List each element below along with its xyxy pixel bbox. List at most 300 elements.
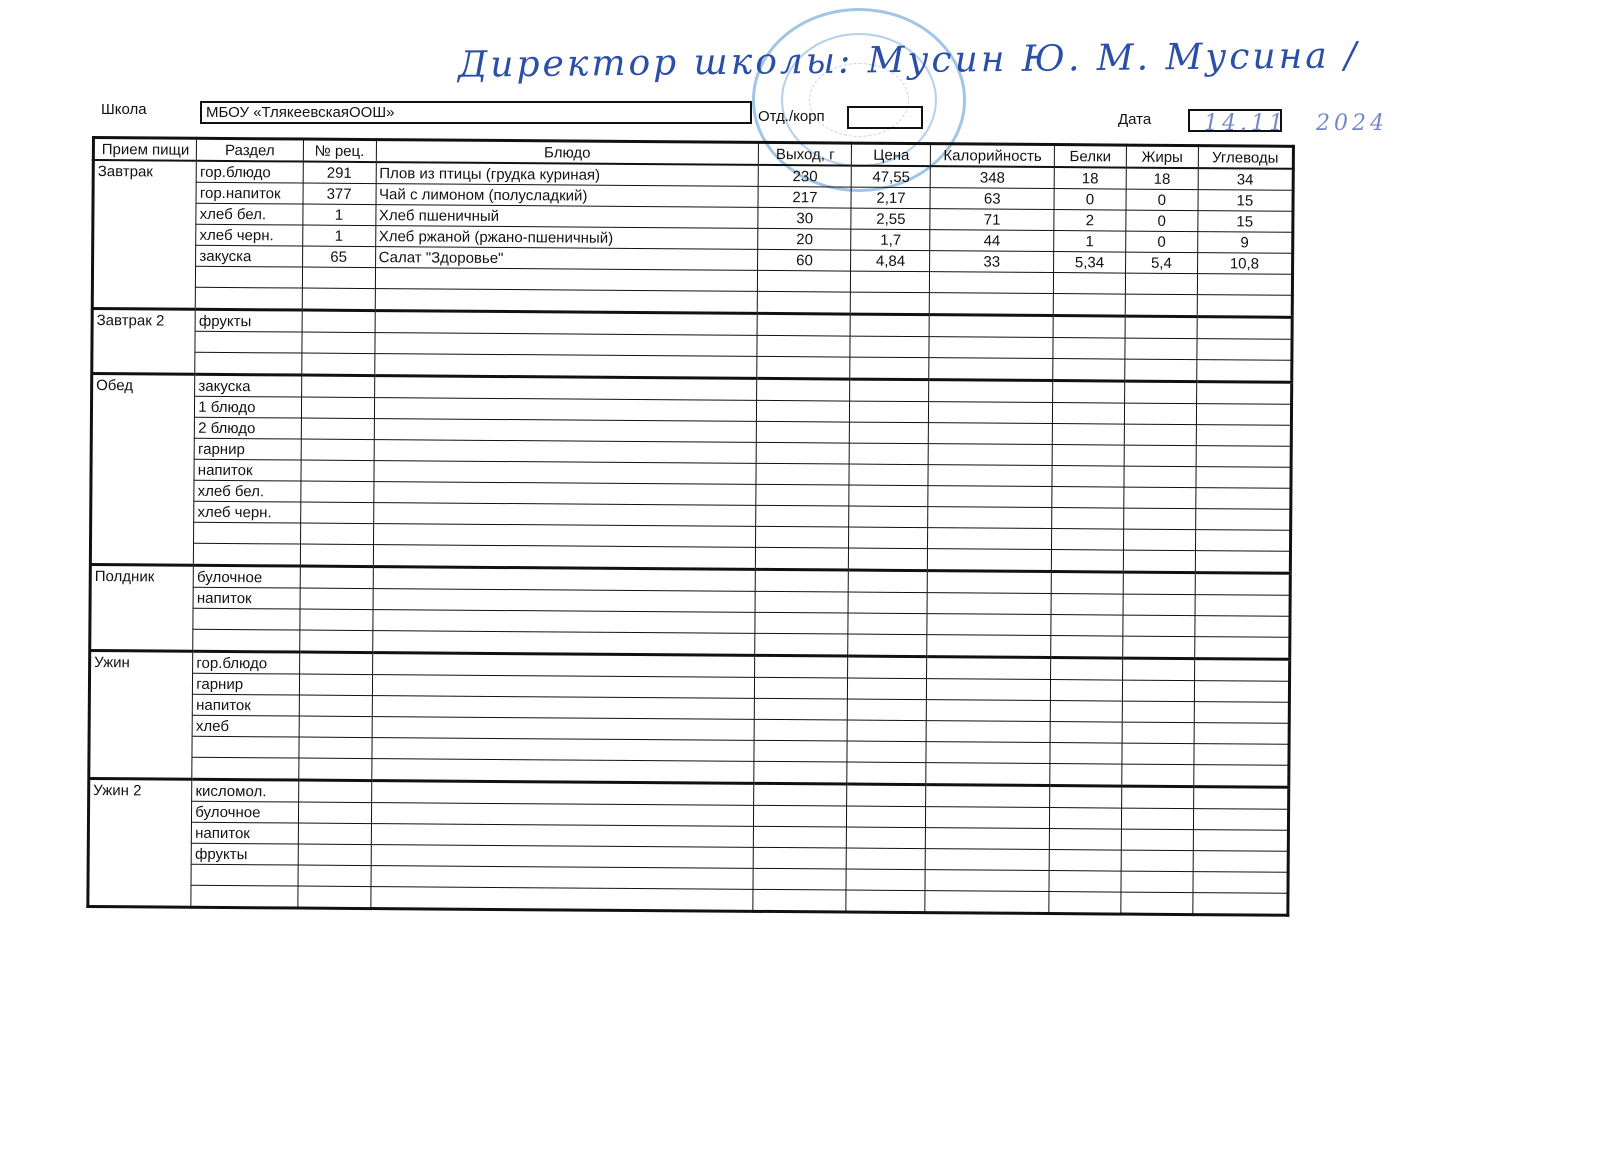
col-header-yield: Выход, г [759,142,852,165]
calories-cell [927,721,1051,743]
recipe-cell [298,802,371,824]
carbs-cell [1194,744,1289,766]
yield-cell: 60 [758,249,851,271]
yield-cell: 30 [758,207,851,229]
yield-cell [757,400,850,422]
carbs-cell: 15 [1198,190,1293,212]
recipe-cell [299,652,372,675]
recipe-cell [300,502,373,524]
dish-cell [371,866,754,890]
recipe-cell [301,460,374,482]
dish-cell [373,589,756,613]
protein-cell: 0 [1054,189,1126,211]
dish-cell: Чай с лимоном (полусладкий) [376,184,759,208]
fat-cell [1124,508,1196,530]
section-cell: напиток [192,822,298,844]
col-header-recipe: № рец. [303,139,376,162]
carbs-cell: 34 [1198,168,1293,190]
section-cell: закуска [195,374,301,397]
fat-cell [1122,722,1194,744]
section-cell [194,543,300,566]
dish-cell [374,398,757,422]
section-cell: хлеб бел. [196,203,302,225]
carbs-cell [1193,787,1288,810]
calories-cell: 71 [930,209,1054,231]
fat-cell [1125,338,1197,360]
fat-cell [1125,359,1197,382]
section-cell: фрукты [195,309,301,332]
dish-cell [374,376,757,401]
fat-cell [1121,892,1193,915]
yield-cell [756,442,849,464]
recipe-cell [297,886,370,909]
protein-cell [1050,680,1122,702]
yield-cell [758,291,851,314]
protein-cell [1050,764,1122,787]
section-cell: напиток [194,459,300,481]
recipe-cell [298,844,371,866]
protein-cell [1051,529,1123,551]
protein-cell [1049,892,1121,915]
fat-cell [1124,424,1196,446]
calories-cell [925,870,1049,892]
fat-cell: 0 [1126,231,1198,253]
dish-cell [374,354,757,379]
yield-cell [757,335,850,357]
recipe-cell [299,674,372,696]
price-cell [848,656,927,679]
calories-cell [929,337,1053,359]
yield-cell [757,421,850,443]
fat-cell [1123,550,1195,573]
section-cell: булочное [193,565,299,588]
yield-cell [756,526,849,548]
recipe-cell [302,267,375,289]
section-cell [196,287,302,310]
fat-cell [1121,871,1193,893]
protein-cell [1051,572,1123,595]
calories-cell [929,380,1053,403]
yield-cell [756,484,849,506]
price-cell [849,485,928,507]
protein-cell [1052,466,1124,488]
price-cell [847,762,926,785]
dish-cell [374,333,757,357]
meal-name-cell: Ужин [89,650,193,779]
fat-cell: 18 [1126,168,1198,190]
dish-cell: Хлеб ржаной (ржано-пшеничный) [375,226,758,250]
carbs-cell [1195,530,1290,552]
school-label: Школа [101,101,147,118]
protein-cell: 5,34 [1053,252,1125,274]
carbs-cell [1196,446,1291,468]
price-cell [849,548,928,571]
dish-cell [373,524,756,548]
carbs-cell [1197,274,1292,296]
recipe-cell [299,630,372,653]
dish-cell [374,419,757,443]
yield-cell [756,463,849,485]
fat-cell [1122,658,1194,681]
yield-cell [754,719,847,741]
protein-cell: 2 [1054,210,1126,232]
fat-cell [1124,487,1196,509]
section-cell: хлеб черн. [196,224,302,246]
calories-cell [929,444,1053,466]
section-cell: гарнир [193,673,299,695]
protein-cell [1052,487,1124,509]
protein-cell [1053,381,1125,404]
section-cell: фрукты [191,843,297,865]
protein-cell [1050,786,1122,809]
calories-cell [929,423,1053,445]
carbs-cell [1197,295,1292,318]
calories-cell [928,571,1052,594]
recipe-cell [299,737,372,759]
protein-cell [1052,403,1124,425]
price-cell: 4,84 [851,250,930,272]
price-cell [849,570,928,593]
fat-cell [1124,466,1196,488]
calories-cell [926,785,1050,808]
dish-cell [373,482,756,506]
yield-cell: 217 [758,186,851,208]
calories-cell [927,679,1051,701]
fat-cell [1125,316,1197,339]
carbs-cell [1197,317,1292,340]
dish-cell [372,717,755,741]
dish-cell [371,759,754,784]
yield-cell [755,655,848,678]
recipe-cell [299,609,372,631]
calories-cell [928,549,1052,572]
recipe-cell [302,288,375,311]
calories-cell [929,358,1053,381]
section-cell [192,757,298,780]
section-cell: хлеб черн. [194,501,300,523]
yield-cell [757,378,850,401]
recipe-cell [298,865,371,887]
protein-cell [1053,359,1125,382]
yield-cell [758,270,851,292]
price-cell [848,678,927,700]
meal-name-cell: Завтрак [92,160,196,309]
price-cell: 47,55 [852,166,931,188]
protein-cell [1053,294,1125,317]
recipe-cell: 1 [302,225,375,247]
yield-cell [753,847,846,869]
dish-cell: Хлеб пшеничный [375,205,758,229]
recipe-cell [302,332,375,354]
fat-cell [1122,701,1194,723]
recipe-cell [300,588,373,610]
price-cell [847,827,926,849]
yield-cell [754,740,847,762]
director-signature: Директор школы: Мусин Ю. М. Мусина / [457,35,1360,86]
recipe-cell [300,544,373,567]
date-value: 14.11 [1204,111,1287,136]
yield-cell [754,826,847,848]
price-cell [848,699,927,721]
carbs-cell [1194,723,1289,745]
dish-cell [372,653,755,678]
carbs-cell [1196,467,1291,489]
dish-cell [372,675,755,699]
price-cell [851,314,930,337]
price-cell [849,506,928,528]
protein-cell [1051,615,1123,637]
dish-cell [375,311,758,336]
calories-cell [926,742,1050,764]
carbs-cell [1193,872,1288,894]
col-header-price: Цена [852,143,931,166]
recipe-cell [300,566,373,589]
dish-cell [371,824,754,848]
dish-cell [372,696,755,720]
fat-cell [1125,273,1197,295]
carbs-cell [1196,425,1291,447]
price-cell [847,784,926,807]
carbs-cell [1194,659,1289,682]
section-cell: напиток [193,587,299,609]
protein-cell [1052,445,1124,467]
protein-cell [1051,550,1123,573]
fat-cell [1121,786,1193,809]
recipe-cell: 65 [302,246,375,268]
dish-cell [371,845,754,869]
fat-cell [1123,636,1195,659]
calories-cell [927,614,1051,636]
yield-cell [755,677,848,699]
dish-cell: Салат "Здоровье" [375,247,758,271]
carbs-cell [1193,851,1288,873]
calories-cell [926,828,1050,850]
section-cell [195,331,301,353]
carbs-cell: 9 [1197,232,1292,254]
price-cell: 2,55 [851,208,930,230]
section-cell [191,864,297,886]
yield-cell [755,569,848,592]
protein-cell [1052,508,1124,530]
fat-cell: 0 [1126,189,1198,211]
protein-cell [1051,658,1123,681]
protein-cell [1053,316,1125,339]
price-cell [851,271,930,293]
carbs-cell: 15 [1198,211,1293,233]
calories-cell [926,849,1050,871]
yield-cell [755,591,848,613]
recipe-cell [299,695,372,717]
col-header-calories: Калорийность [931,144,1055,167]
protein-cell [1051,594,1123,616]
carbs-cell [1194,637,1289,660]
fat-cell [1125,294,1197,317]
recipe-cell: 291 [303,162,376,184]
col-header-section: Раздел [197,138,303,161]
dish-cell [371,738,754,762]
yield-cell: 20 [758,228,851,250]
section-cell: хлеб бел. [194,480,300,502]
yield-cell [754,783,847,806]
dish-cell [373,567,756,592]
carbs-cell [1193,809,1288,831]
price-cell [848,592,927,614]
carbs-cell [1196,382,1291,405]
dish-cell [373,461,756,485]
recipe-cell [299,716,372,738]
col-header-protein: Белки [1054,145,1126,168]
dish-cell [372,631,755,656]
calories-cell: 348 [931,166,1055,188]
calories-cell [929,315,1053,338]
dish-cell: Плов из птицы (грудка куриная) [376,162,759,186]
yield-cell [757,356,850,379]
dept-field [847,106,923,129]
price-cell [849,527,928,549]
yield-cell [756,547,849,570]
section-cell [193,629,299,652]
protein-cell [1049,850,1121,872]
col-header-carbs: Углеводы [1198,146,1293,169]
recipe-cell [300,523,373,545]
recipe-cell [301,397,374,419]
recipe-cell [301,439,374,461]
protein-cell: 18 [1054,167,1126,189]
carbs-cell [1197,339,1292,361]
fat-cell [1124,403,1196,425]
fat-cell [1124,445,1196,467]
date-label: Дата [1118,111,1152,128]
yield-cell [753,868,846,890]
fat-cell [1123,594,1195,616]
carbs-cell [1195,595,1290,617]
dish-cell [375,268,758,292]
calories-cell [925,891,1049,914]
calories-cell [926,807,1050,829]
yield-cell [754,805,847,827]
fat-cell [1122,743,1194,765]
protein-cell [1049,829,1121,851]
protein-cell [1051,636,1123,659]
price-cell [847,741,926,763]
fat-cell [1121,850,1193,872]
calories-cell: 44 [930,230,1054,252]
price-cell: 2,17 [851,187,930,209]
price-cell [850,443,929,465]
section-cell: гор.блюдо [193,651,299,674]
calories-cell [927,700,1051,722]
section-cell [191,885,297,908]
price-cell [850,357,929,380]
calories-cell [928,465,1052,487]
carbs-cell [1196,488,1291,510]
carbs-cell [1194,702,1289,724]
protein-cell [1052,424,1124,446]
menu-table [86,136,1295,917]
fat-cell [1123,529,1195,551]
price-cell [850,379,929,402]
fat-cell [1122,764,1194,787]
protein-cell: 1 [1054,231,1126,253]
calories-cell [929,402,1053,424]
fat-cell [1123,572,1195,595]
yield-cell: 230 [758,165,851,187]
price-cell [848,720,927,742]
section-cell [195,352,301,375]
recipe-cell: 377 [303,183,376,205]
dish-cell [371,803,754,827]
price-cell: 1,7 [851,229,930,251]
carbs-cell [1194,765,1289,788]
section-cell [193,608,299,630]
meal-name-cell: Завтрак 2 [92,309,196,375]
section-cell [196,266,302,288]
carbs-cell [1196,360,1291,383]
section-cell [192,736,298,758]
price-cell [850,401,929,423]
section-cell: 1 блюдо [195,396,301,418]
calories-cell [930,293,1054,316]
fat-cell [1124,381,1196,404]
recipe-cell [300,481,373,503]
calories-cell [926,763,1050,786]
dish-cell [373,545,756,570]
yield-cell [755,612,848,634]
calories-cell [928,507,1052,529]
calories-cell: 63 [930,188,1054,210]
dish-cell [373,503,756,527]
price-cell [847,848,926,870]
yield-cell [754,761,847,784]
price-cell [850,422,929,444]
yield-cell [755,698,848,720]
meal-name-cell: Обед [90,374,195,566]
protein-cell [1053,338,1125,360]
section-cell: напиток [193,694,299,716]
section-cell: булочное [192,801,298,823]
carbs-cell [1193,830,1288,852]
price-cell [848,613,927,635]
price-cell [847,806,926,828]
recipe-cell [301,375,374,398]
yield-cell [753,889,846,912]
yield-cell [757,313,850,336]
fat-cell [1121,808,1193,830]
yield-cell [755,633,848,656]
dept-label: Отд./корп [758,108,825,125]
date-year: 2024 [1316,111,1388,136]
calories-cell [930,272,1054,294]
calories-cell [928,486,1052,508]
protein-cell [1053,273,1125,295]
meal-name-cell: Полдник [90,564,194,651]
section-cell: 2 блюдо [195,417,301,439]
carbs-cell [1195,616,1290,638]
recipe-cell: 1 [302,204,375,226]
fat-cell [1123,615,1195,637]
dish-cell [375,289,758,314]
col-header-fat: Жиры [1126,145,1198,168]
price-cell [846,890,925,913]
fat-cell: 0 [1126,210,1198,232]
protein-cell [1050,701,1122,723]
carbs-cell: 10,8 [1197,253,1292,275]
calories-cell [928,528,1052,550]
carbs-cell [1194,681,1289,703]
carbs-cell [1193,893,1288,916]
calories-cell [927,635,1051,658]
recipe-cell [301,353,374,376]
